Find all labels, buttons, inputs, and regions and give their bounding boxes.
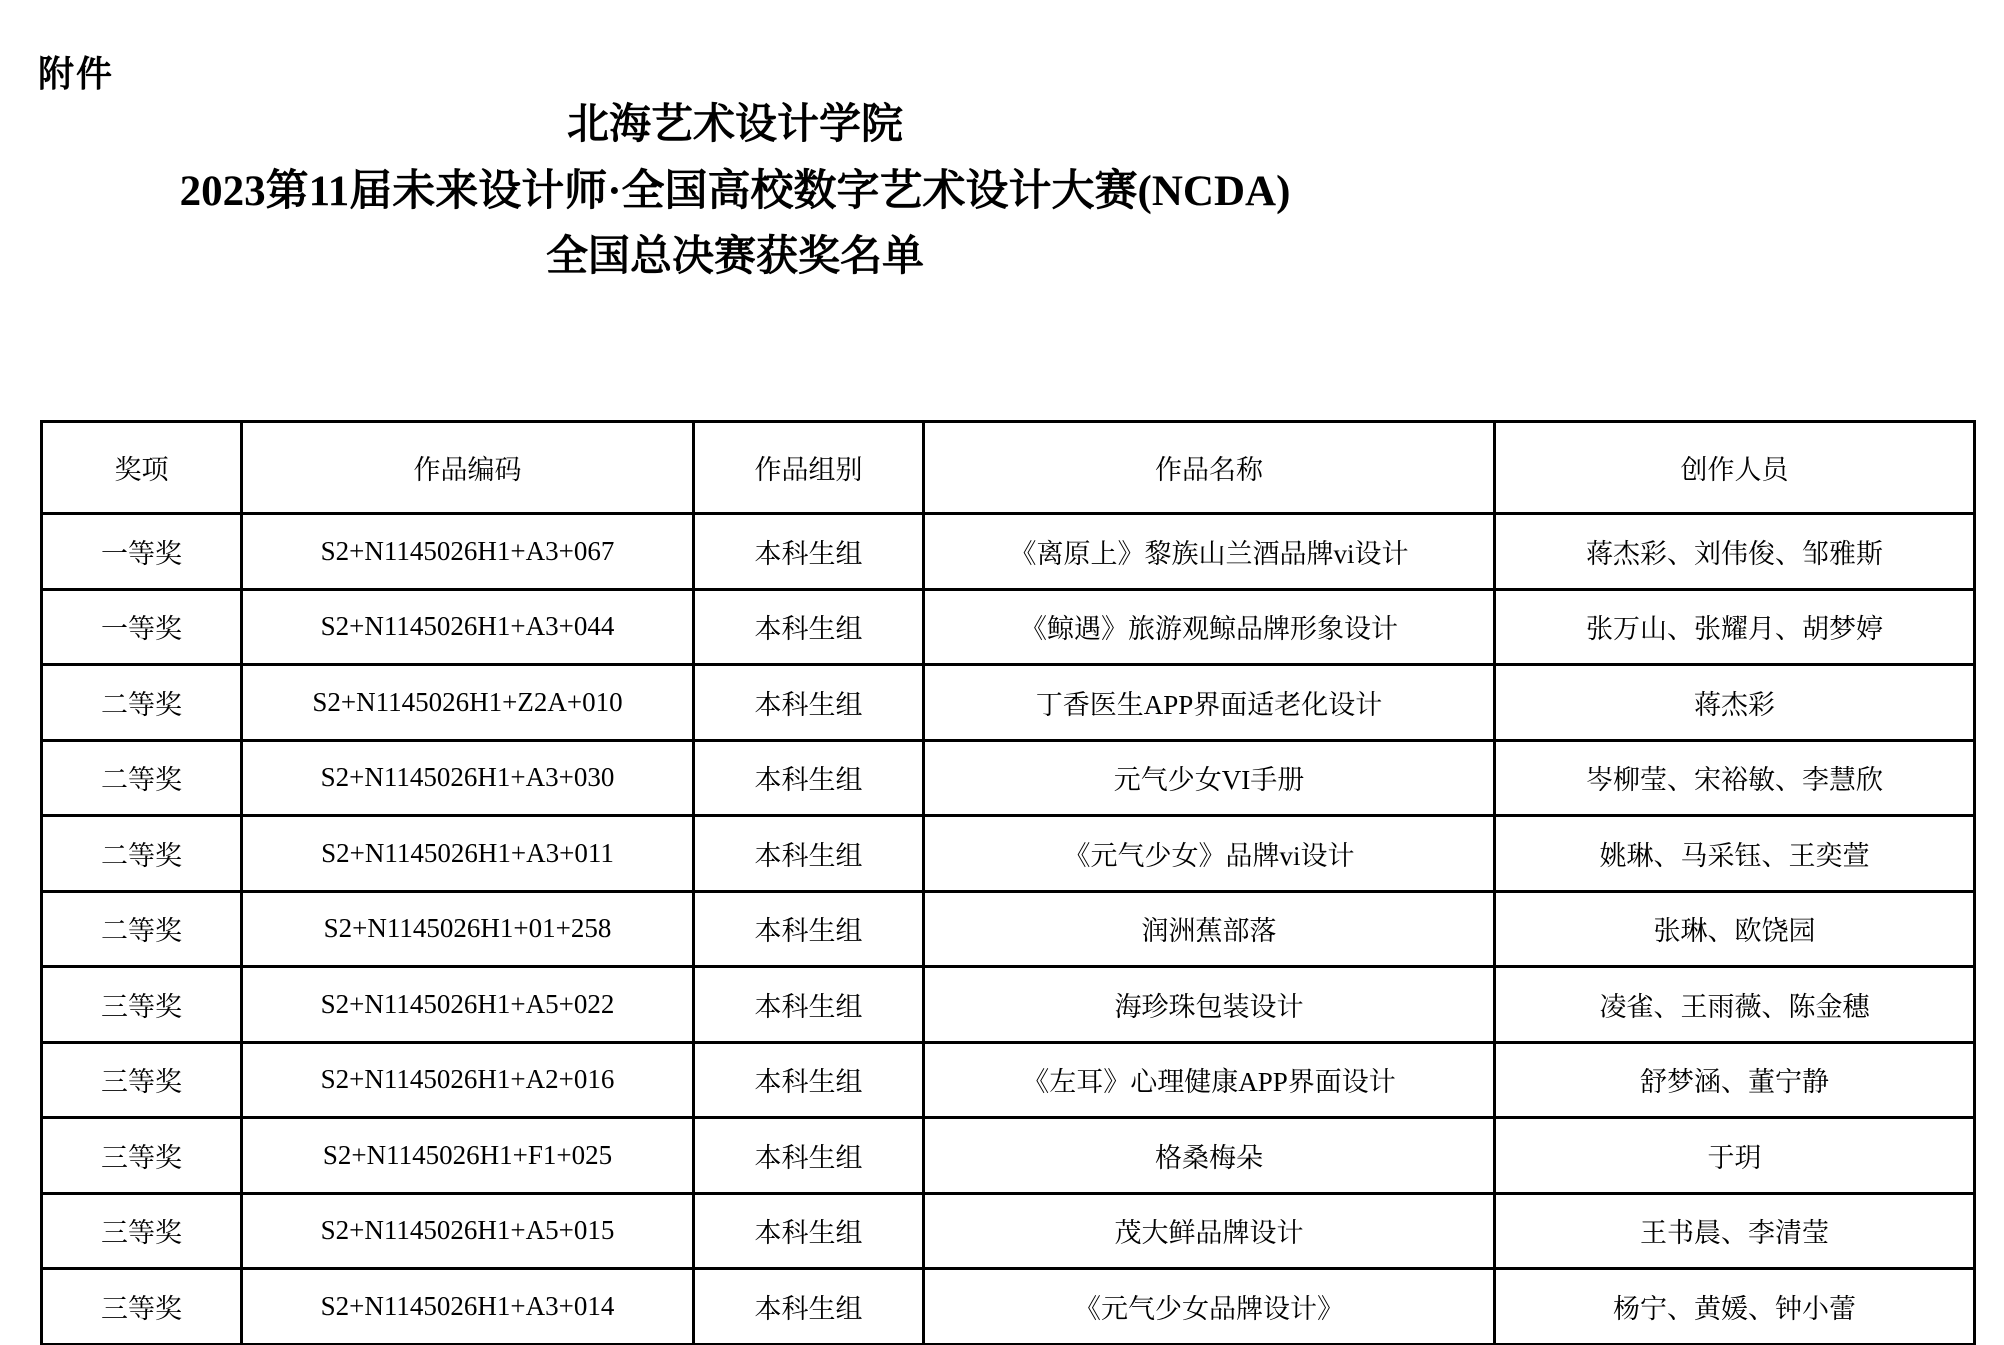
cell-work-group: 本科生组	[694, 589, 924, 665]
cell-creators: 凌雀、王雨薇、陈金穗	[1495, 967, 1975, 1043]
cell-work-name: 《左耳》心理健康APP界面设计	[924, 1042, 1495, 1118]
table-row	[42, 816, 1975, 892]
header-cell-work-group: 作品组别	[694, 422, 924, 514]
header-cell-creators: 创作人员	[1495, 422, 1975, 514]
cell-award: 三等奖	[42, 967, 242, 1043]
cell-work-name: 茂大鲜品牌设计	[924, 1193, 1495, 1269]
cell-work-code: S2+N1145026H1+A3+067	[242, 514, 694, 590]
cell-creators: 张万山、张耀月、胡梦婷	[1495, 589, 1975, 665]
cell-work-name: 《元气少女品牌设计》	[924, 1269, 1495, 1345]
cell-work-code: S2+N1145026H1+F1+025	[242, 1118, 694, 1194]
cell-work-code: S2+N1145026H1+A3+030	[242, 740, 694, 816]
cell-award: 一等奖	[42, 514, 242, 590]
cell-work-name: 《元气少女》品牌vi设计	[924, 816, 1495, 892]
table-row	[42, 1042, 1975, 1118]
cell-work-name: 《离原上》黎族山兰酒品牌vi设计	[924, 514, 1495, 590]
cell-work-group: 本科生组	[694, 1042, 924, 1118]
cell-creators: 岑柳莹、宋裕敏、李慧欣	[1495, 740, 1975, 816]
table-row	[42, 665, 1975, 741]
cell-work-code: S2+N1145026H1+A2+016	[242, 1042, 694, 1118]
cell-creators: 王书晨、李清莹	[1495, 1193, 1975, 1269]
title-block	[0, 104, 1470, 278]
cell-award: 二等奖	[42, 665, 242, 741]
cell-creators: 舒梦涵、董宁静	[1495, 1042, 1975, 1118]
cell-work-code: S2+N1145026H1+A3+011	[242, 816, 694, 892]
header-cell-work-code: 作品编码	[242, 422, 694, 514]
header-cell-award: 奖项	[42, 422, 242, 514]
cell-work-code: S2+N1145026H1+A5+022	[242, 967, 694, 1043]
table-row	[42, 891, 1975, 967]
cell-creators: 蒋杰彩、刘伟俊、邹雅斯	[1495, 514, 1975, 590]
cell-work-group: 本科生组	[694, 665, 924, 741]
page-title-institution: 北海艺术设计学院	[566, 102, 903, 148]
table-row	[42, 514, 1975, 590]
cell-award: 二等奖	[42, 740, 242, 816]
cell-creators: 杨宁、黄媛、钟小蕾	[1495, 1269, 1975, 1345]
cell-award: 二等奖	[42, 891, 242, 967]
cell-work-code: S2+N1145026H1+A5+015	[242, 1193, 694, 1269]
header-cell-work-name: 作品名称	[924, 422, 1495, 514]
cell-work-group: 本科生组	[694, 1193, 924, 1269]
cell-work-name: 海珍珠包装设计	[924, 967, 1495, 1043]
cell-work-group: 本科生组	[694, 1118, 924, 1194]
table-row	[42, 1269, 1975, 1345]
cell-award: 三等奖	[42, 1118, 242, 1194]
cell-work-code: S2+N1145026H1+A3+044	[242, 589, 694, 665]
cell-work-group: 本科生组	[694, 891, 924, 967]
cell-work-code: S2+N1145026H1+01+258	[242, 891, 694, 967]
cell-work-group: 本科生组	[694, 514, 924, 590]
cell-creators: 姚琳、马采钰、王奕萱	[1495, 816, 1975, 892]
page-title-award-list: 全国总决赛获奖名单	[545, 234, 924, 280]
table-row	[42, 589, 1975, 665]
cell-work-name: 格桑梅朵	[924, 1118, 1495, 1194]
table-header-row	[42, 422, 1975, 514]
cell-work-group: 本科生组	[694, 967, 924, 1043]
cell-work-name: 润洲蕉部落	[924, 891, 1495, 967]
cell-creators: 于玥	[1495, 1118, 1975, 1194]
cell-work-code: S2+N1145026H1+A3+014	[242, 1269, 694, 1345]
table-row	[42, 1118, 1975, 1194]
cell-work-name: 元气少女VI手册	[924, 740, 1495, 816]
awards-table	[40, 420, 1976, 1345]
table-row	[42, 1193, 1975, 1269]
table-row	[42, 967, 1975, 1043]
cell-work-name: 丁香医生APP界面适老化设计	[924, 665, 1495, 741]
cell-creators: 张琳、欧饶园	[1495, 891, 1975, 967]
cell-work-group: 本科生组	[694, 1269, 924, 1345]
attachment-label: 附件	[38, 54, 115, 94]
table-row	[42, 740, 1975, 816]
cell-award: 三等奖	[42, 1193, 242, 1269]
cell-work-group: 本科生组	[694, 740, 924, 816]
page-title-competition: 2023第11届未来设计师·全国高校数字艺术设计大赛(NCDA)	[179, 168, 1291, 215]
cell-creators: 蒋杰彩	[1495, 665, 1975, 741]
cell-award: 三等奖	[42, 1042, 242, 1118]
cell-work-group: 本科生组	[694, 816, 924, 892]
cell-work-name: 《鲸遇》旅游观鲸品牌形象设计	[924, 589, 1495, 665]
cell-work-code: S2+N1145026H1+Z2A+010	[242, 665, 694, 741]
cell-award: 一等奖	[42, 589, 242, 665]
cell-award: 二等奖	[42, 816, 242, 892]
cell-award: 三等奖	[42, 1269, 242, 1345]
